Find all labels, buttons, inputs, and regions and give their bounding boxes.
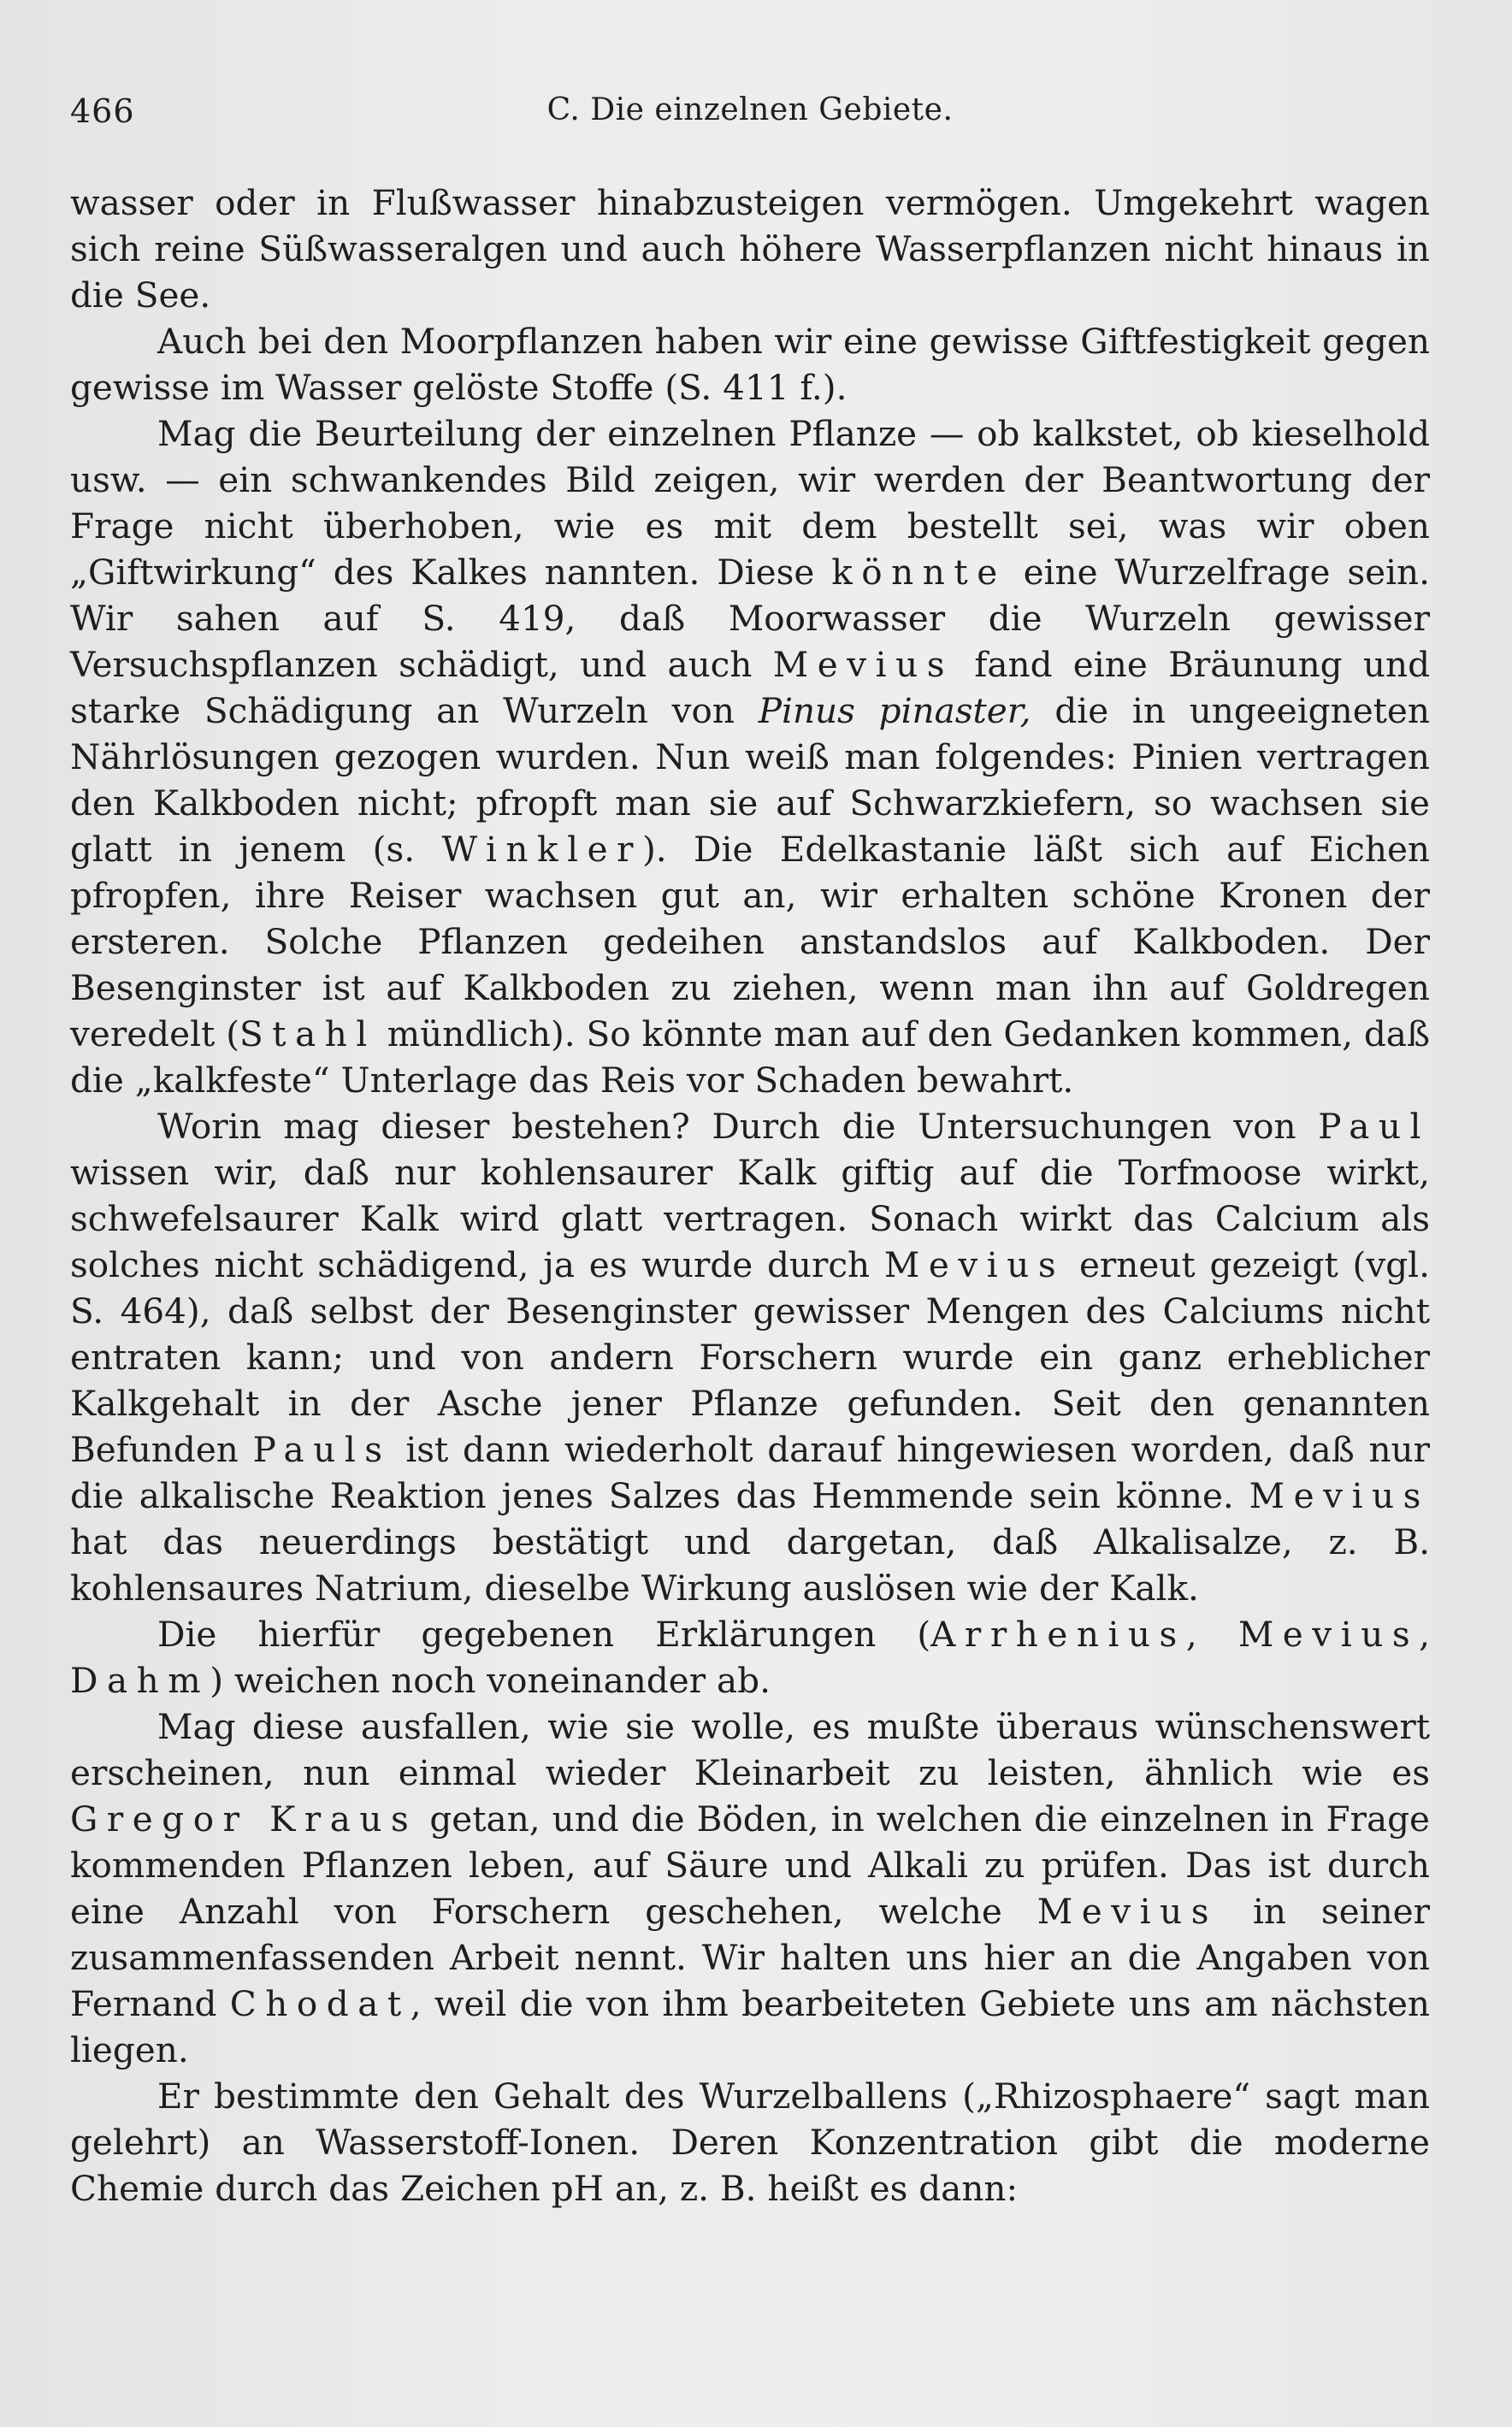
text-run: wissen wir, daß nur kohlensaurer Kalk giftig auf die Torfmoose wirkt, schwefelsaurer Kalk wird glatt vertragen. Sonach wirkt das Calcium als solches nicht schädigend, ja es wurde durch [70,1152,1430,1285]
text-run: Worin mag dieser bestehen? Durch die Untersuchungen von [157,1106,1319,1147]
paragraph-7 [70,2073,1430,2211]
text-run: die in ungeeigneten Nährlösungen gezogen wurden. Nun weiß man folgendes: Pinien vertragen den Kalkboden nicht; pfropft man sie auf Schwarzkiefern, so wachsen sie glatt in jenem (s. [70,690,1430,870]
author-name: Gregor Kraus [70,1798,418,1839]
text-run: erneut gezeigt (vgl. S. 464), daß selbst der Besenginster gewisser Mengen des Calciums nicht entraten kann; und von andern Forschern wurde ein ganz erheblicher Kalkgehalt in der Asche jener Pflanze gefunden. Seit den genannten Befunden [70,1244,1430,1470]
text-run: getan, und die Böden, in welchen die einzelnen in Frage kommenden Pflanzen leben, auf Säure und Alkali zu prüfen. Das ist durch eine Anzahl von Forschern geschehen, welche [70,1798,1430,1932]
author-name: Dahm [70,1660,210,1701]
text-run: , weil die von ihm bearbeiteten Gebiete uns am nächsten liegen. [70,1983,1431,2070]
author-name: Mevius [883,1244,1066,1285]
author-name: Winkler [441,829,642,870]
running-head [70,82,1430,142]
page-number: 466 [70,92,135,130]
chapter-header: C. Die einzelnen Gebiete. [546,92,954,127]
paragraph-3 [70,410,1430,1103]
author-name: Mevius [1237,1614,1420,1655]
text-run: , [1185,1614,1238,1655]
text-run: Mag diese ausfallen, wie sie wolle, es mußte überaus wünschenswert erscheinen, nun einmal wieder Kleinarbeit zu leisten, ähnlich wie es [70,1706,1430,1793]
emphasized-word: könnte [831,552,1007,593]
text-run: fand eine Bräunung und starke Schädigung an Wurzeln von [70,644,1430,731]
paragraph-6 [70,1704,1430,2073]
author-name: Stahl [239,1013,376,1054]
author-name: Mevius [1249,1475,1430,1516]
paragraph-5 [70,1611,1430,1704]
paragraph-1 [70,180,1430,318]
species-name: Pinus pinaster, [758,690,1031,731]
text-run: Mag die Beurteilung der einzelnen Pflanze — ob kalkstet, ob kieselhold usw. — ein schwankendes Bild zeigen, wir werden der Beantwortung der Frage nicht überhoben, wie es mit dem bestellt sei, was wir oben „Giftwirkung“ des Kalkes nannten. Diese [70,413,1430,593]
author-name: Mevius [772,644,954,685]
author-name: Arrhenius [930,1614,1186,1655]
author-name: Pauls [252,1429,392,1470]
author-name: Paul [1318,1106,1430,1147]
text-run: mündlich). So könnte man auf den Gedanken kommen, daß die „kalkfeste“ Unterlage das Reis vor Schaden bewahrt. [70,1013,1430,1101]
paragraph-2-text: Auch bei den Moorpflanzen haben wir eine gewisse Giftfestigkeit gegen gewisse im Wasser gelöste Stoffe (S. 411 f.). [70,321,1430,408]
paragraph-2 [70,318,1430,410]
text-run: ) weichen noch voneinander ab. [210,1660,771,1701]
text-run: in seiner zusammenfassenden Arbeit nennt. Wir halten uns hier an die Angaben von Fernand [70,1891,1430,2024]
text-run: ist dann wiederholt darauf hingewiesen worden, daß nur die alkalische Reaktion jenes Salzes das Hemmende sein könne. [70,1429,1430,1516]
text-run: , [1419,1614,1431,1655]
text-run: Die hierfür gegebenen Erklärungen ( [157,1614,931,1655]
text-run: eine Wurzelfrage sein. Wir sahen auf S. 419, daß Moorwasser die Wurzeln gewisser Versuchspflanzen schädigt, und auch [70,552,1430,685]
body-text [70,180,1430,2211]
author-name: Chodat [229,1983,410,2024]
text-run: ). Die Edelkastanie läßt sich auf Eichen pfropfen, ihre Reiser wachsen gut an, wir erhalten schöne Kronen der ersteren. Solche Pflanzen gedeihen anstandslos auf Kalkboden. Der Besenginster ist auf Kalkboden zu ziehen, wenn man ihn auf Goldregen veredelt ( [70,829,1430,1054]
text-run: hat das neuerdings bestätigt und dargetan, daß Alkalisalze, z. B. kohlensaures Natrium, dieselbe Wirkung auslösen wie der Kalk. [70,1521,1430,1609]
paragraph-1-text: wasser oder in Flußwasser hinabzusteigen vermögen. Umgekehrt wagen sich reine Süßwasseralgen und auch höhere Wasserpflanzen nicht hinaus in die See. [70,182,1430,316]
author-name: Mevius [1037,1891,1219,1932]
paragraph-4 [70,1103,1430,1611]
paragraph-7-text: Er bestimmte den Gehalt des Wurzelballens („Rhizosphaere“ sagt man gelehrt) an Wasserstoff-Ionen. Deren Konzentration gibt die moderne Chemie durch das Zeichen pH an, z. B. heißt es dann: [70,2076,1430,2209]
